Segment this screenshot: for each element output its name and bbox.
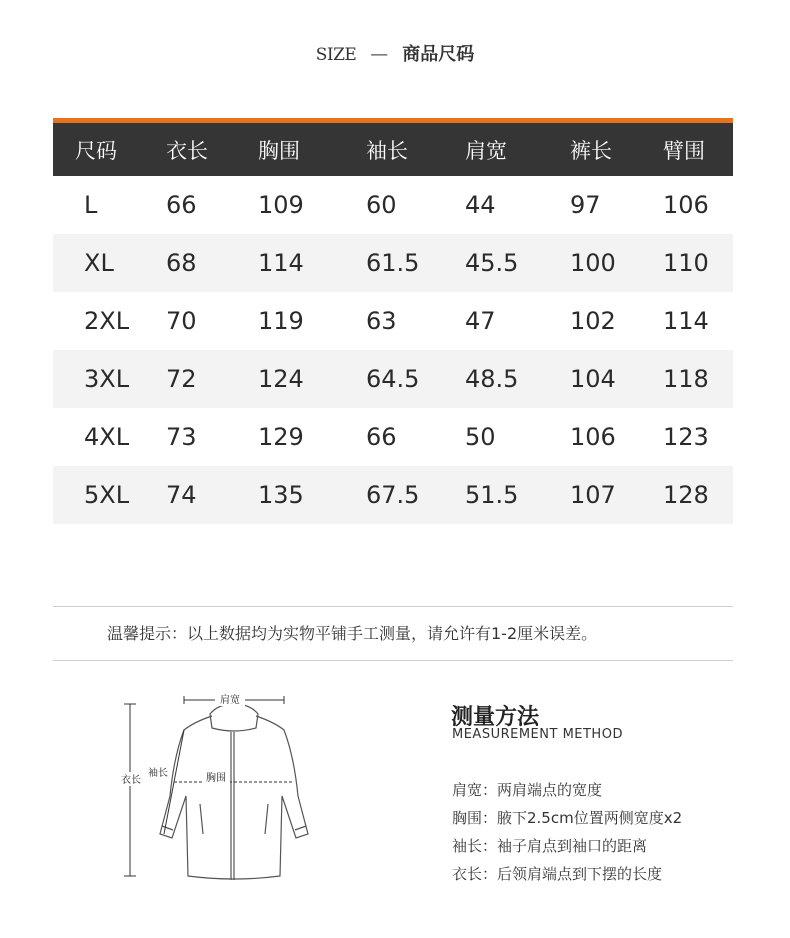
method-subtitle: MEASUREMENT METHOD <box>452 727 623 742</box>
table-row <box>53 350 733 408</box>
table-cell: 102 <box>570 307 616 335</box>
column-header: 衣长 <box>166 138 208 163</box>
table-cell: 107 <box>570 481 616 509</box>
size-table <box>53 118 733 524</box>
table-cell: 119 <box>258 307 304 335</box>
table-cell: XL <box>84 249 114 277</box>
table-cell: 124 <box>258 365 304 393</box>
method-title: 测量方法 <box>451 705 540 730</box>
table-cell: 106 <box>570 423 616 451</box>
table-row <box>53 408 733 466</box>
table-row <box>53 292 733 350</box>
jacket-diagram <box>110 686 320 886</box>
table-cell: 51.5 <box>465 481 519 509</box>
table-cell: L <box>84 191 98 219</box>
table-cell: 118 <box>663 365 709 393</box>
table-cell: 44 <box>465 191 496 219</box>
column-header: 袖长 <box>366 138 408 163</box>
column-header: 裤长 <box>570 138 612 163</box>
method-item-shoulder: 肩宽：两肩端点的宽度 <box>452 781 603 799</box>
table-cell: 61.5 <box>366 249 420 277</box>
table-header-row <box>53 118 733 176</box>
measure-lines <box>124 696 292 876</box>
chest-label: 胸围 <box>206 773 226 784</box>
table-cell: 63 <box>366 307 397 335</box>
table-row <box>53 176 733 234</box>
shoulder-label: 肩宽 <box>220 695 240 706</box>
divider-top <box>53 606 733 607</box>
table-cell: 4XL <box>84 423 130 451</box>
table-cell: 114 <box>258 249 304 277</box>
title-text: 商品尺码 <box>402 44 475 65</box>
divider-bottom <box>53 660 733 661</box>
method-item-chest: 胸围：腋下2.5cm位置两侧宽度x2 <box>452 809 683 827</box>
table-cell: 106 <box>663 191 709 219</box>
table-cell: 64.5 <box>366 365 420 393</box>
length-label: 衣长 <box>121 775 141 786</box>
size-label: SIZE <box>315 45 357 65</box>
sleeve-label: 袖长 <box>148 768 168 779</box>
table-cell: 100 <box>570 249 616 277</box>
table-cell: 135 <box>258 481 304 509</box>
table-cell: 67.5 <box>366 481 420 509</box>
table-cell: 47 <box>465 307 496 335</box>
table-cell: 50 <box>465 423 496 451</box>
column-header: 臂围 <box>663 138 705 163</box>
table-cell: 45.5 <box>465 249 519 277</box>
table-cell: 70 <box>166 307 197 335</box>
table-row <box>53 466 733 524</box>
table-cell: 109 <box>258 191 304 219</box>
table-cell: 129 <box>258 423 304 451</box>
method-item-sleeve: 袖长：袖子肩点到袖口的距离 <box>452 837 648 855</box>
column-header: 肩宽 <box>465 138 507 163</box>
table-cell: 97 <box>570 191 601 219</box>
table-cell: 114 <box>663 307 709 335</box>
table-cell: 2XL <box>84 307 130 335</box>
table-cell: 128 <box>663 481 709 509</box>
column-header: 尺码 <box>75 138 117 163</box>
table-cell: 104 <box>570 365 616 393</box>
method-item-length: 衣长：后领肩端点到下摆的长度 <box>452 865 663 883</box>
size-title <box>0 40 790 66</box>
table-cell: 110 <box>663 249 709 277</box>
table-cell: 66 <box>166 191 197 219</box>
table-cell: 123 <box>663 423 709 451</box>
table-cell: 66 <box>366 423 397 451</box>
jacket-outline <box>160 704 308 880</box>
table-cell: 68 <box>166 249 197 277</box>
table-cell: 73 <box>166 423 197 451</box>
table-cell: 72 <box>166 365 197 393</box>
table-cell: 60 <box>366 191 397 219</box>
measurement-tip: 温馨提示：以上数据均为实物平铺手工测量，请允许有1-2厘米误差。 <box>107 624 598 643</box>
table-cell: 74 <box>166 481 197 509</box>
title-dash: — <box>370 44 389 65</box>
table-row <box>53 234 733 292</box>
table-cell: 48.5 <box>465 365 519 393</box>
column-header: 胸围 <box>258 138 300 163</box>
table-cell: 5XL <box>84 481 130 509</box>
table-cell: 3XL <box>84 365 130 393</box>
